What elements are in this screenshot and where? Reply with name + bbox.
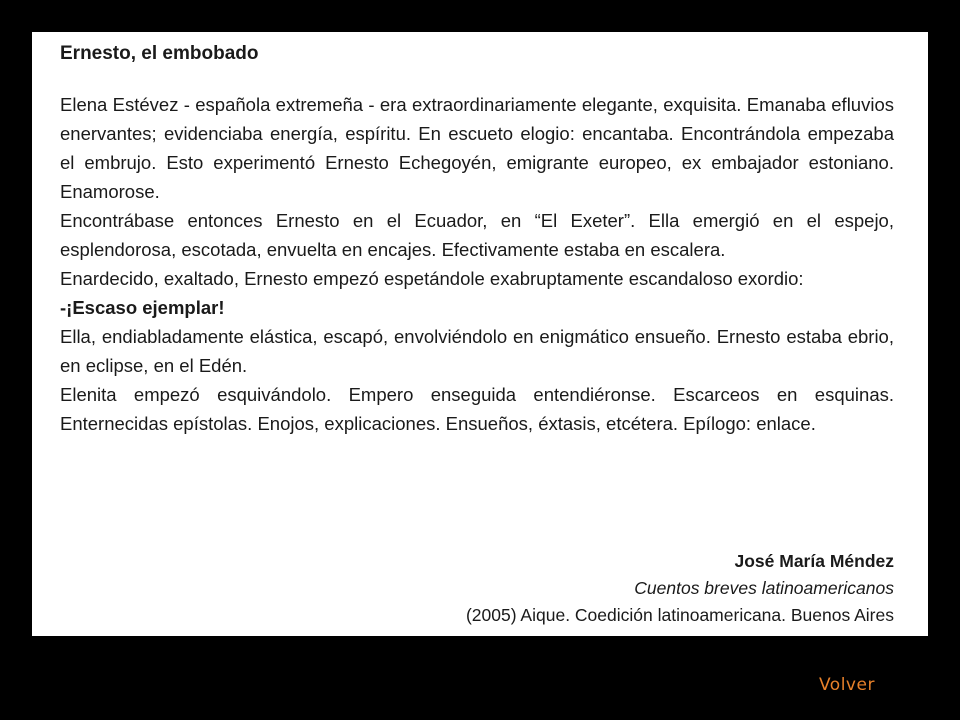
back-link[interactable]: Volver [819, 675, 875, 695]
story-paragraph: Ella, endiabladamente elástica, escapó, envolviéndolo en enigmático ensueño. Ernesto estaba ebrio, en eclipse, en el Edén. [60, 326, 894, 376]
story-paragraph: Enardecido, exaltado, Ernesto empezó espetándole exabruptamente escandaloso exordio: [60, 268, 804, 289]
book-title: Cuentos breves latinoamericanos [634, 578, 894, 598]
story-exclamation: -¡Escaso ejemplar! [60, 297, 225, 318]
story-title: Ernesto, el embobado [60, 43, 259, 64]
author-name: José María Méndez [734, 551, 894, 571]
story-paragraph: Elena Estévez - española extremeña - era extraordinariamente elegante, exquisita. Emanaba efluvios enervantes; evidenciaba energía, espíritu. En escueto elogio: encantaba. Encontrándola empezaba el embrujo. Esto experimentó Ernesto Echegoyén, emigrante europeo, ex embajador estoniano. Enamorose. [60, 94, 894, 202]
story-body [60, 90, 894, 438]
text-page [32, 32, 928, 636]
story-paragraph: Encontrábase entonces Ernesto en el Ecuador, en “El Exeter”. Ella emergió en el espejo, esplendorosa, escotada, envuelta en encajes. Efectivamente estaba en escalera. [60, 210, 894, 260]
story-paragraph: Elenita empezó esquivándolo. Empero enseguida entendiéronse. Escarceos en esquinas. Enternecidas epístolas. Enojos, explicaciones. Ensueños, éxtasis, etcétera. Epílogo: enlace. [60, 384, 894, 434]
publication-info: (2005) Aique. Coedición latinoamericana. Buenos Aires [465, 605, 894, 625]
source-credits [466, 548, 894, 629]
